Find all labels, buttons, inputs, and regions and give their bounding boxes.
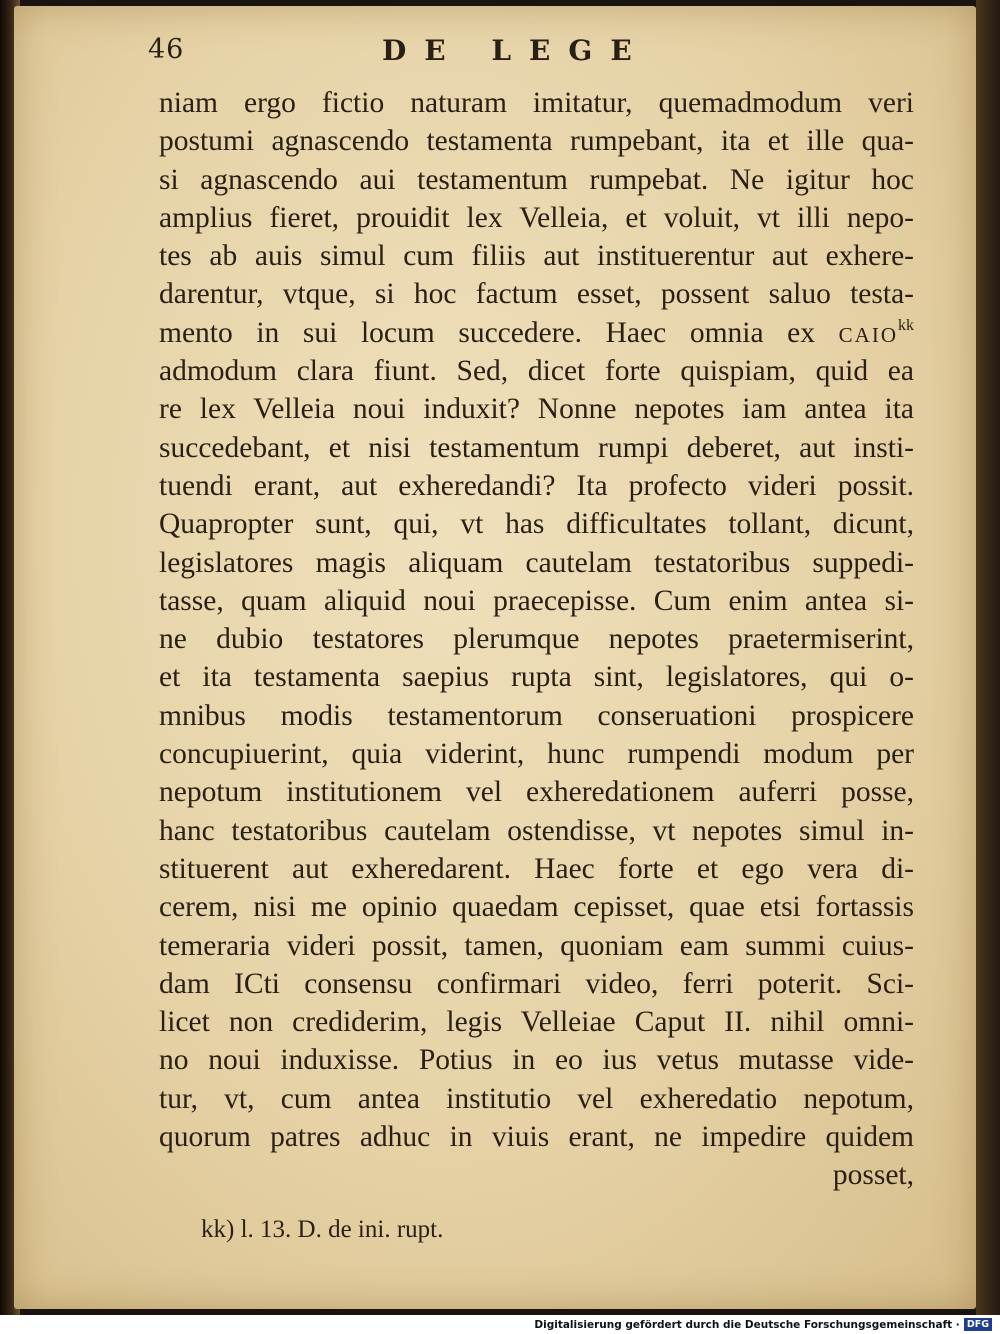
footnote-mark: kk xyxy=(898,316,914,334)
text-line: darentur, vtque, si hoc factum esset, possent saluo testa- xyxy=(159,278,914,311)
text-line: ne dubio testatores plerumque nepotes praetermiserint, xyxy=(159,623,914,656)
text-line: admodum clara fiunt. Sed, dicet forte quispiam, quid ea xyxy=(159,355,914,388)
digitization-footer xyxy=(0,1315,1000,1334)
text-line: concupiuerint, quia viderint, hunc rumpendi modum per xyxy=(159,738,914,771)
running-head: DE LEGE xyxy=(382,34,650,67)
body-text xyxy=(159,84,914,1195)
text-line: stituerent aut exheredarent. Haec forte et ego vera di- xyxy=(159,852,914,885)
footnote: kk) l. 13. D. de ini. rupt. xyxy=(201,1216,444,1243)
text-line: hanc testatoribus cautelam ostendisse, vt nepotes simul in- xyxy=(159,814,914,847)
text-line: si agnascendo aui testamentum rumpebat. Ne igitur hoc xyxy=(159,163,914,196)
text-line: cerem, nisi me opinio quaedam cepisset, quae etsi fortassis xyxy=(159,891,914,924)
text-line: re lex Velleia noui induxit? Nonne nepotes iam antea ita xyxy=(159,393,914,426)
text-line: niam ergo fictio naturam imitatur, quemadmodum veri xyxy=(159,87,914,119)
catchword-line: posset, xyxy=(832,1159,914,1192)
text-line: quorum patres adhuc in viuis erant, ne impedire quidem xyxy=(159,1121,914,1154)
text-line: nepotum institutionem vel exheredationem auferri posse, xyxy=(159,776,914,809)
text-line: no noui induxisse. Potius in eo ius vetus mutasse vide- xyxy=(159,1044,914,1077)
text-line: et ita testamenta saepius rupta sint, legislatores, qui o- xyxy=(159,661,914,694)
text-line: temeraria videri possit, tamen, quoniam eam summi cuius- xyxy=(159,929,914,962)
text-line-with-citation xyxy=(159,314,914,352)
text-line: licet non crediderim, legis Velleiae Caput II. nihil omni- xyxy=(159,1006,914,1039)
cited-author: caio xyxy=(838,316,898,349)
text-line: amplius fieret, prouidit lex Velleia, et voluit, vt illi nepo- xyxy=(159,201,914,234)
text-line-part: mento in sui locum succedere. Haec omnia ex xyxy=(159,316,816,349)
page-number: 46 xyxy=(148,34,185,65)
dfg-logo: DFG xyxy=(964,1318,992,1331)
text-line: Quapropter sunt, qui, vt has difficultates tollant, dicunt, xyxy=(159,508,914,541)
text-line: postumi agnascendo testamenta rumpebant, ita et ille qua- xyxy=(159,125,914,158)
text-line: tur, vt, cum antea institutio vel exheredatio nepotum, xyxy=(159,1082,914,1115)
text-line: dam ICti consensu confirmari video, ferri poterit. Sci- xyxy=(159,967,914,1000)
text-line: succedebant, et nisi testamentum rumpi deberet, aut insti- xyxy=(159,431,914,464)
text-line: tes ab auis simul cum filiis aut instituerentur aut exhere- xyxy=(159,240,914,273)
text-line: legislatores magis aliquam cautelam testatoribus suppedi- xyxy=(159,546,914,579)
text-line: tasse, quam aliquid noui praecepisse. Cum enim antea si- xyxy=(159,584,914,617)
funding-notice: Digitalisierung gefördert durch die Deutsche Forschungsgemeinschaft · xyxy=(534,1318,960,1331)
scan-right-edge xyxy=(976,0,1000,1315)
text-line: tuendi erant, aut exheredandi? Ita profecto videri possit. xyxy=(159,469,914,502)
book-page xyxy=(14,6,976,1309)
text-line: mnibus modis testamentorum conseruationi prospicere xyxy=(159,699,914,732)
